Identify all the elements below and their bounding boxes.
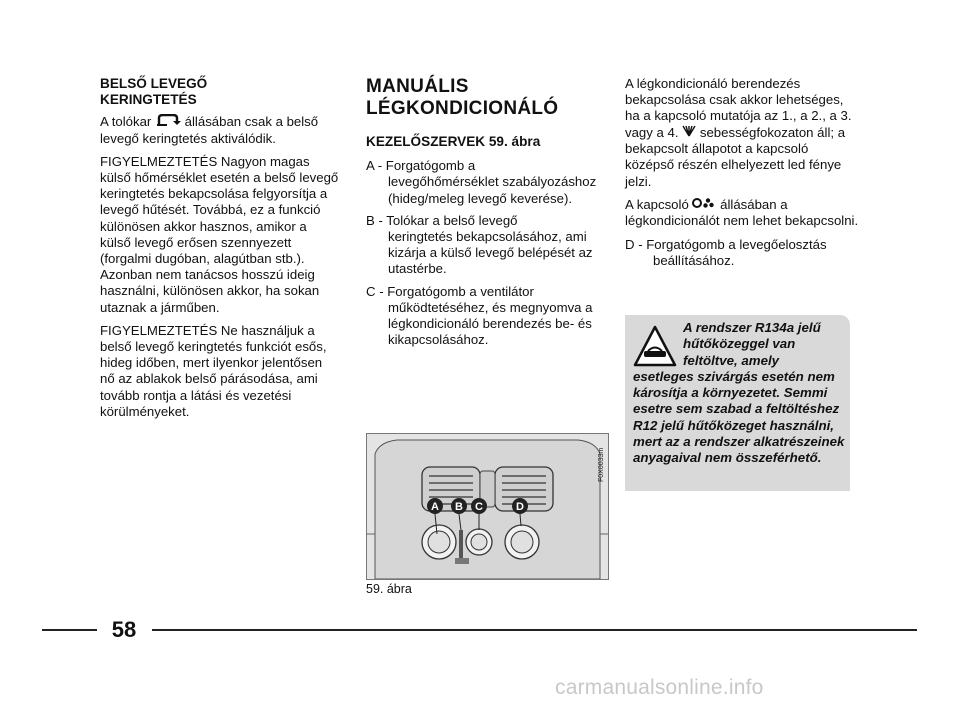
knob-d	[505, 525, 539, 559]
svg-text:B: B	[455, 501, 463, 513]
fan-speed-icon	[682, 125, 696, 141]
text-span: sebességfokozaton áll; a bekapcsolt állapotot a kapcsoló középső részén elhelyezett led fénye jelzi.	[625, 124, 846, 189]
heading-line: KERINGTETÉS	[100, 92, 197, 107]
paragraph-ac-activation	[625, 76, 860, 190]
title-line: MANUÁLIS	[366, 76, 469, 97]
section-heading-recirculation	[100, 76, 340, 108]
svg-text:D: D	[516, 501, 524, 513]
page-number: 58	[111, 617, 137, 642]
list-item	[366, 213, 606, 278]
left-column	[100, 76, 340, 427]
page-title	[366, 76, 606, 120]
item-first-line: A - Forgatógomb a	[366, 158, 476, 174]
knob-a	[422, 525, 456, 559]
item-rest: levegőhőmérséklet szabályozáshoz (hideg/meleg levegő keverése).	[388, 174, 597, 206]
text-span: állásában a légkondicionálót nem lehet bekapcsolni.	[625, 196, 859, 229]
dashboard-illustration	[367, 434, 608, 579]
item-rest: keringtetés bekapcsolásához, ami kizárja a külső levegő belépését az utastérbe.	[388, 229, 593, 277]
item-first-line: B - Tolókar a belső levegő	[366, 212, 518, 228]
svg-text:F0X0033m: F0X0033m	[598, 447, 605, 482]
right-column	[625, 76, 860, 275]
title-line: LÉGKONDICIONÁLÓ	[366, 98, 559, 119]
fan-off-icon	[692, 197, 716, 213]
svg-text:A: A	[431, 501, 439, 513]
warning-text	[633, 320, 845, 467]
list-item	[366, 284, 606, 349]
list-item	[625, 237, 860, 269]
svg-text:C: C	[475, 501, 483, 513]
knob-c	[466, 529, 492, 555]
paragraph-warning-1: FIGYELMEZTETÉS Nagyon magas külső hőmérséklet esetén a belső levegő keringtetés bekapcsolása felgyorsítja a levegő hűtését. Továbbá, ez a funkció különösen akkor hasznos, amikor a külső levegő erősen szennyezett (forgalmi dugóban, alagútban stb.). Azonban nem tanácsos hosszú ideig használni, különösen akkor, ha sokan utaznak a járműben.	[100, 153, 339, 315]
item-rest: beállításához.	[653, 252, 735, 268]
figure-59	[366, 433, 609, 580]
figure-code	[595, 442, 605, 482]
figure-caption: 59. ábra	[366, 582, 412, 596]
text-span: A kapcsoló	[625, 196, 689, 212]
heading-line: BELSŐ LEVEGŐ	[100, 76, 208, 91]
item-rest: működtetéséhez, és megnyomva a légkondicionáló berendezés be- és kikapcsolásához.	[388, 299, 593, 348]
warning-line: A rendszer R134a jelű	[683, 320, 821, 335]
warning-line: hűtőközeggel van	[683, 336, 796, 352]
warning-line: feltöltve, amely	[683, 352, 780, 368]
text-span: A légkondicionáló berendezés bekapcsolása csak akkor lehetséges, ha a kapcsoló mutatója az 1., a 2., a 3. vagy a 4.	[625, 76, 852, 140]
warning-body: esetleges szivárgás esetén nem károsítja a környezetet. Semmi esetre sem szabad a feltöltéshez R12 jelű hűtőközeget használni, mert az a rendszer alkatrészeinek anyagaival nem összeférhető.	[633, 368, 845, 466]
paragraph-warning-2: FIGYELMEZTETÉS Ne használjuk a belső levegő keringtetés funkciót esős, hideg időben, mert ilyenkor jelentősen nő az ablakok belső párásodása, ami tovább rontja a látási és vezetési körülményeket.	[100, 322, 327, 419]
item-first-line: D - Forgatógomb a levegőelosztás	[625, 236, 827, 252]
text-span: állásában csak a belső levegő keringtetés aktiválódik.	[100, 114, 319, 146]
paragraph-switch-off	[625, 197, 860, 230]
middle-column	[366, 76, 606, 354]
footer-rule-right	[152, 629, 917, 631]
list-item	[366, 158, 606, 207]
watermark: carmanualsonline.info	[555, 676, 764, 699]
footer-rule-left	[42, 629, 97, 631]
item-first-line: C - Forgatógomb a ventilátor	[366, 283, 534, 299]
recirculation-icon	[155, 114, 181, 130]
text-span: A tolókar	[100, 114, 152, 129]
controls-subtitle: KEZELŐSZERVEK 59. ábra	[366, 134, 541, 149]
paragraph-recirculation	[100, 114, 340, 147]
warning-box	[625, 315, 850, 491]
